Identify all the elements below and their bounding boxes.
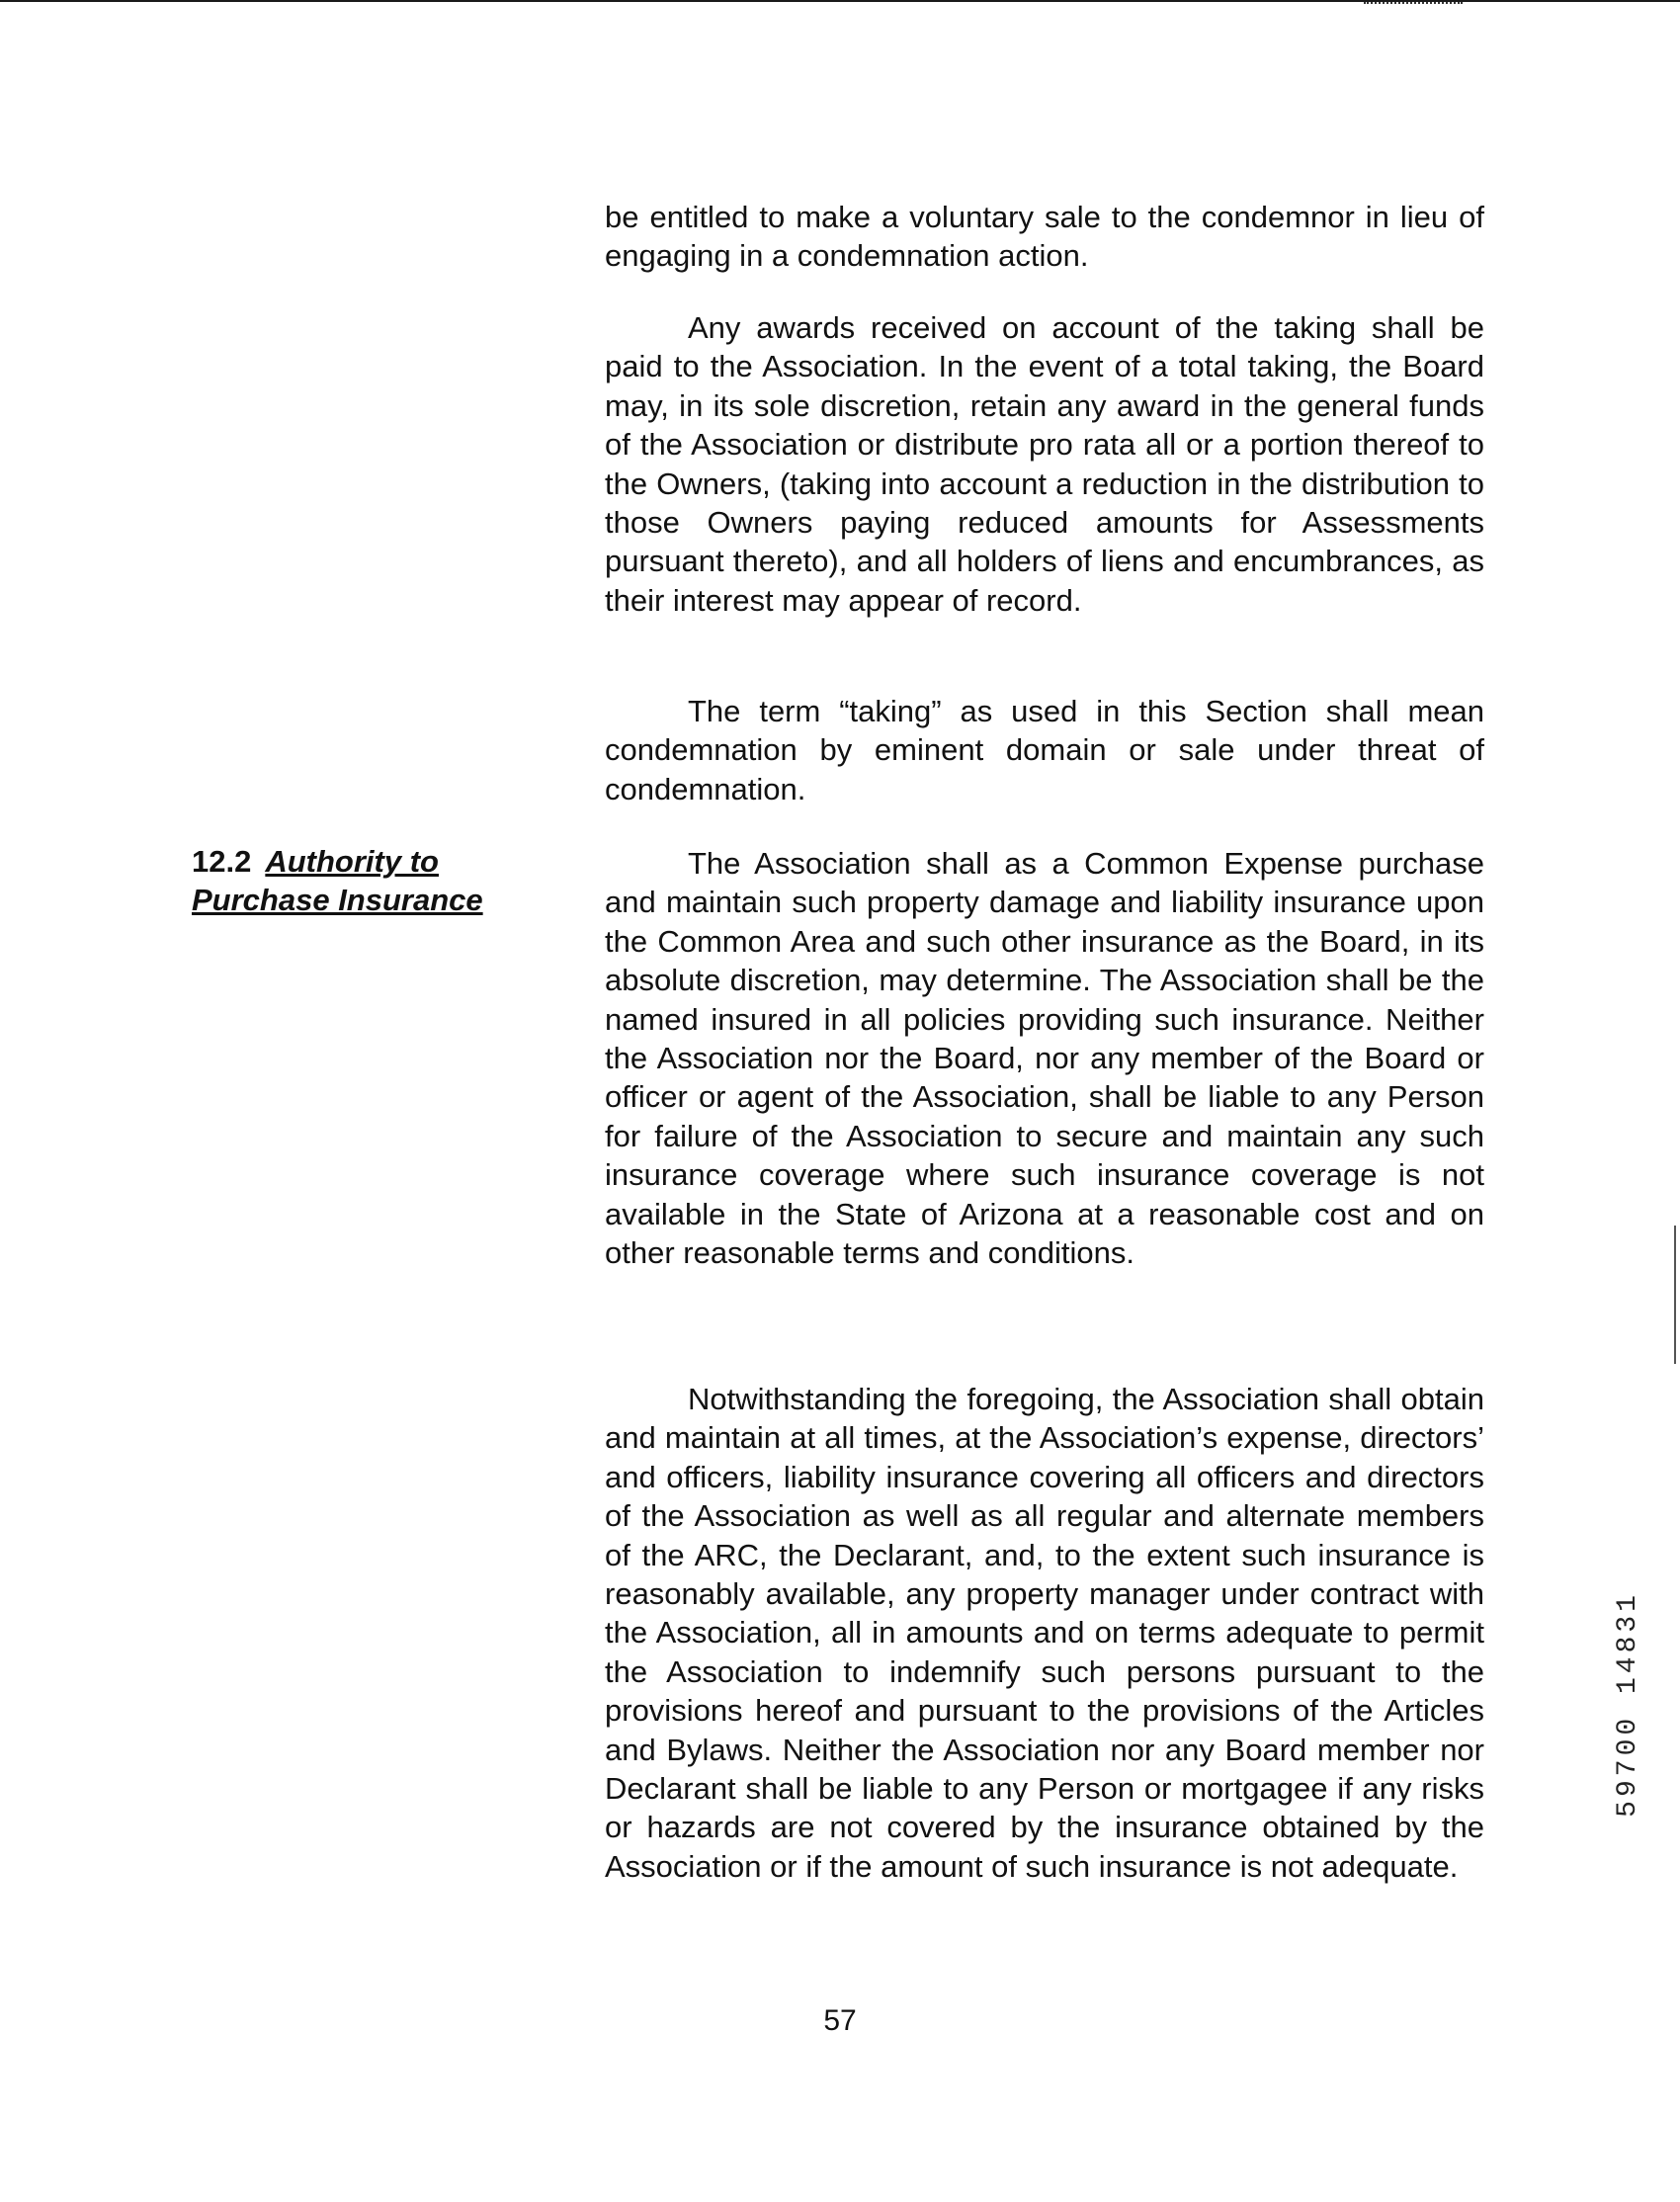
paragraph-taking-definition: The term “taking” as used in this Section shall mean condemnation by eminent domain or sale under threat of condemnation. — [605, 694, 1484, 806]
right-margin-mark — [1674, 1226, 1676, 1364]
paragraph-directors-officers-insurance: Notwithstanding the foregoing, the Association shall obtain and maintain at all times, at the Association’s expense, directors’ and officers, liability insurance covering all officers and directors of the Association as well as all regular and alternate members of the ARC, the Declarant, and, to the extent such insurance is reasonably available, any property manager under contract with the Association, all in amounts and on terms adequate to permit the Association to indemnify such persons pursuant to the provisions hereof and pursuant to the provisions of the Articles and Bylaws. Neither the Association nor any Board member nor Declarant shall be liable to any Person or mortgagee if any risks or hazards are not covered by the insurance obtained by the Association or if the amount of such insurance is not adequate. — [605, 1382, 1484, 1884]
recording-stamp: 59700 14831 — [1613, 1591, 1643, 1818]
section-number: 12.2 — [192, 844, 252, 879]
section-title-line-2: Purchase Insurance — [192, 883, 483, 917]
paragraph-purchase-insurance: The Association shall as a Common Expense purchase and maintain such property damage and liability insurance upon the Common Area and such other insurance as the Board, in its absolute discretion, may determine. The Association shall be the named insured in all policies providing such insurance. Neither the Association nor the Board, nor any member of the Board or officer or agent of the Association, shall be liable to any Person for failure of the Association to secure and maintain any such insurance coverage where such insurance coverage is not available in the State of Arizona at a reasonable cost and on other reasonable terms and conditions. — [605, 846, 1484, 1271]
paragraph-awards: Any awards received on account of the taking shall be paid to the Association. In the event of a total taking, the Board may, in its sole discretion, retain any award in the general funds of the Association or distribute pro rata all or a portion thereof to the Owners, (taking into account a reduction in the distribution to those Owners paying reduced amounts for Assessments pursuant thereto), and all holders of liens and encumbrances, as their interest may appear of record. — [605, 310, 1484, 618]
top-border-dots — [1364, 2, 1463, 6]
paragraph-condemnor-sale: be entitled to make a voluntary sale to the condemnor in lieu of engaging in a condemnation action. — [605, 200, 1484, 274]
section-heading — [192, 842, 547, 919]
section-title-line-1: Authority to — [265, 844, 439, 879]
page-number: 57 — [823, 2004, 857, 2037]
